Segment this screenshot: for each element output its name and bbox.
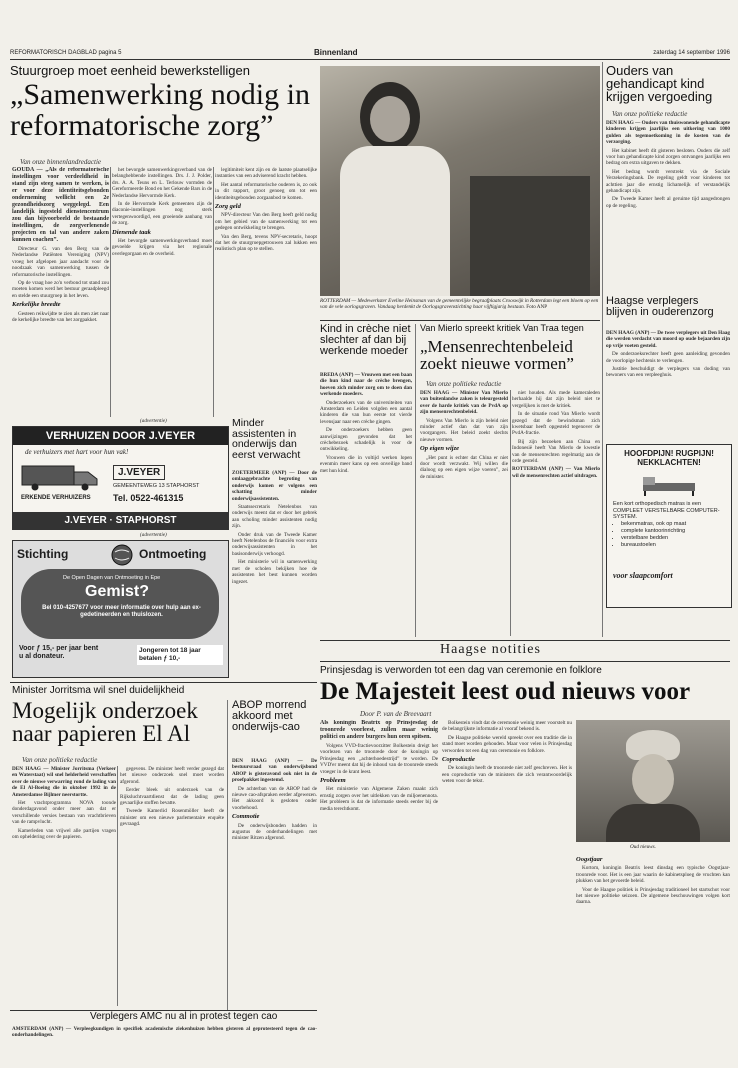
minder-dateline: ZOETERMEER (ANP) — Door de omlaaggebrachte begroting van onderwijs komen er volgens een schatting minder onderwijsassistenten. xyxy=(232,470,317,502)
ad-verhuizen[interactable] xyxy=(12,426,229,530)
haagse-kicker: Prinsjesdag is verworden tot een dag van ceremonie en folklore xyxy=(320,665,602,676)
opvang-body: DEN HAAG — Ouders van thuiswonende gehandicapte kinderen krijgen jaarlijks een uitkering van 1000 gulden als tegemoetkoming in de kosten van de verzorging. Het kabinet heeft dit gisteren besloten. Ouders die zelf voor hun gehandicapte kind zorgen ontvangen jaarlijks een bedrag om extra uitgaven te dekken. Het bedrag wordt verstrekt via de Sociale Verzekeringsbank. De regeling geldt voor kinderen tot achttien jaar die ernstig lichamelijk of verstandelijk gehandicapt zijn. De Tweede Kamer heeft al geruime tijd aangedrongen op de regeling. xyxy=(606,120,730,209)
jorritsma-byline: Van onze politieke redactie xyxy=(22,756,98,764)
ad-kekhuis-bullet: • bureaustoelen xyxy=(621,542,732,549)
bottom-headline: Verplegers AMC nu al in protest tegen cao xyxy=(90,1011,278,1022)
mierlo-dateline: DEN HAAG — Minister Van Mierlo van buitenlandse zaken is teleurgesteld over de harde kritiek van de PvdA op zijn mensenrechtenbeleid. xyxy=(420,390,508,416)
haagse-banner: Haagse notities xyxy=(440,642,541,657)
haagse-lead: Als koningin Beatrix op Prinsjesdag de troonrede voorleest, zullen maar weinig politici en andere burgers hun oren spitsen. xyxy=(320,720,438,740)
opvang-headline: Ouders van gehandicapt kind krijgen vergoeding xyxy=(606,63,713,104)
ad-gemist[interactable] xyxy=(12,540,229,678)
ad-verhuizen-phone: Tel. 0522-461315 xyxy=(113,493,184,503)
ad-kekhuis-bullet: • complete kantoorinrichting xyxy=(621,528,732,535)
masthead-date: zaterdag 14 september 1996 xyxy=(653,50,730,56)
ad-kekhuis-bullet: • bekenmatras, ook op maat xyxy=(621,521,732,528)
ad-kekhuis-list xyxy=(613,521,732,549)
ad-verhuizen-title: VERHUIZEN DOOR J.VEYER xyxy=(13,427,228,445)
haagse-col-2: Bolkestein vindt dat de ceremonie weinig meer voorstelt nu de belangrijkste informatie al vooraf bekend is. De Haagse politieke wereld spreekt over een traditie die in stand moet worden gehouden. Maar voor velen is Prinsjesdag verworden tot een dag van ceremonie en folklore. Coproductie De koningin heeft de troonrede niet zelf geschreven. Het is een coproductie van de ministers die zich verantwoordelijk weten voor de tekst. xyxy=(442,720,572,785)
lead-subhead-2: Dienende taak xyxy=(112,228,151,236)
photo-main-caption xyxy=(320,298,600,310)
haagse-headline: De Majesteit leest oud nieuws voor xyxy=(320,678,691,705)
globe-icon xyxy=(111,544,133,566)
opvang-byline: Van onze politieke redactie xyxy=(612,110,688,118)
lead-intro: GOUDA — „Als de reformatorische instellingen voor verdeeldheid in stand zijn steeg samen te werken, is er voor deze identiteitsgebonden onderneming wellicht een 2e gezondheidszorg weggelegd. Een landelijk ingesteld dienstencentrum zou dan bijvoorbeeld de bestaande instellingen, de zorgverlenende projecten en tal van andere zaken kunnen coachen”. xyxy=(12,167,109,243)
ad-gemist-stichting: Stichting xyxy=(17,547,69,561)
ad-kekhuis-text: Een kort orthopedisch matras is een COMPLEET VERSTELBARE COMPUTER-SYSTEM. xyxy=(613,501,720,520)
ad-kekhuis[interactable] xyxy=(606,444,732,608)
haagse-sub-2: Coproductie xyxy=(442,756,475,764)
mierlo-subhead: Op eigen wijze xyxy=(420,445,459,453)
mierlo-byline: Van onze politieke redactie xyxy=(426,380,502,388)
jorritsma-headline: Mogelijk onderzoek naar papieren El Al xyxy=(12,698,198,747)
jorritsma-col-1: DEN HAAG — Minister Jorritsma (Verkeer en Waterstaat) wil snel helderheid verschaffen over de nieuwe verwarring rond de lading van de El Al-Boeing die in oktober 1992 in de Amsterdamse Bijlmer neerstortte. Het vrachtprogramma NOVA toonde donderdagavond onder meer aan dat er verschillende versies bestaan van vrachtbrieven van de rampvlucht. Kamerleden van vrijwel alle partijen vragen om opheldering over de papieren. xyxy=(12,766,116,841)
jorritsma-col-2: gegevens. De minister heeft verder gezegd dat het nieuwe onderzoek snel moet worden afgerond. Eerder bleek uit onderzoek van de Rijksluchtvaartdienst dat de lading geen gevaarlijke stoffen bevatte. Tweede Kamerlid Rosenmöller heeft de minister om een nieuwe parlementaire enquête gevraagd. xyxy=(120,766,224,828)
ad-verhuizen-erkende: ERKENDE VERHUIZERS xyxy=(21,495,91,501)
photo-main xyxy=(320,66,600,296)
lead-subhead-3: Zorg geld xyxy=(215,203,241,211)
minder-headline-block: Minder assistenten in onderwijs dan eerst verwacht xyxy=(232,417,301,461)
photo-queen xyxy=(576,720,730,842)
mierlo-kicker: Van Mierlo spreekt kritiek Van Traa tegen xyxy=(420,323,584,333)
ad-gemist-phone: Bel 010-4257677 voor meer informatie over hulp aan ex-gedetineerden en thuislozen. xyxy=(42,605,201,618)
abop-body: DEN HAAG (ANP) — De bestuursraad van onderwijsbond ABOP is gisteravond ook niet in de proefpakket ingestemd. De achterban van de ABOP had de nieuwe cao-afspraken eerder afgewezen. Het akkoord is gesloten onder voorbehoud. Commotie De onderwijsbonden hadden in augustus de onderhandelingen met minister Ritzen afgerond. xyxy=(232,758,317,842)
ad-gemist-title: Gemist? xyxy=(85,583,150,600)
minder-body: ZOETERMEER (ANP) — Door de omlaaggebrachte begroting van onderwijs komen er volgens een schatting minder onderwijsassistenten. Staatssecretaris Netelenbos van onderwijs meent dat er door het gebrek aan scholing minder assistenten nodig zijn. Onder druk van de Tweede Kamer heeft Netelenbos de financiën voor extra onderwijsassistenten in het basisonderwijs verhoogd. Het ministerie wil in samenwerking met de scholen bekijken hoe de assistenten het best kunnen worden ingezet. xyxy=(232,470,317,585)
ad-verhuizen-company: J.VEYER xyxy=(113,465,165,480)
haagse-col-1: Als koningin Beatrix op Prinsjesdag de troonrede voorleest, zullen maar weinig politici en andere burgers hun oren spitsen. Volgens VVD-fractievoorzitter Bolkestein dreigt het voorlezen van de troonrede door de koningin op Prinsjesdag een „achterhoedestrijd” te worden. De VVD'er meent dat hij de inhoud van de troonrede steeds vroeger in de krant leest. Probleem Het ministerie van Algemene Zaken maakt zich ernstig zorgen over het uitlekken van de miljoenennota. Het probleem is dat de informatie steeds eerder bij de media terechtkomt. xyxy=(320,720,438,812)
photo-caption-text: ROTTERDAM — Medewerkster Eveline Heinsman van de gemeentelijke begraafplaats Crooswijk in Rotterdam legt een bloem op een van de vele oorlogsgraven. Vandaag herdenkt de Oorlogsgravenstichting haar vijftigjarig bestaan. xyxy=(320,298,599,311)
mierlo-col-1: DEN HAAG — Minister Van Mierlo van buitenlandse zaken is teleurgesteld over de harde kritiek van de PvdA op zijn mensenrechtenbeleid. Volgens Van Mierlo is zijn beleid niet minder actief dan dat van zijn voorgangers. Het beleid zoekt slechts nieuwe vormen. Op eigen wijze „Het punt is echter dat China er niet door wordt verzwakt. Wij willen die dialoog op een eigen wijze voeren”, zei de minister. xyxy=(420,390,508,480)
haagse-col-3: Oogstjaar Kortom, koningin Beatrix leest dinsdag een typische Oogstjaar-troonrede voor. Het is een jaar waarin de kabinetsploeg de vruchten kan plukken van het gevoerde beleid. Voor de Haagse politiek is Prinsjesdag traditioneel het startschot voor het nieuwe politieke seizoen. De algemene beschouwingen volgen kort daarna. xyxy=(576,856,730,906)
ad-gemist-young: Jongeren tot 18 jaar betalen ƒ 10,- xyxy=(137,645,223,665)
bed-icon xyxy=(641,473,697,497)
lead-kicker: Stuurgroep moet eenheid bewerkstelligen xyxy=(10,63,250,78)
haagse-sub-1: Probleem xyxy=(320,777,346,785)
jorritsma-kicker: Minister Jorritsma wil snel duidelijkheid xyxy=(12,685,185,696)
opvang-dateline: DEN HAAG — Ouders van thuiswonende gehandicapte kinderen krijgen jaarlijks een uitkering van 1000 gulden als tegemoetkoming in de kosten van de verzorging. xyxy=(606,120,730,146)
haagse-sub-3: Oogstjaar xyxy=(576,856,603,863)
abop-headline: ABOP morrend akkoord met onderwijs-cao xyxy=(232,699,307,733)
section-title: Binnenland xyxy=(314,48,358,57)
mierlo-col-2: niet houden. Als mede kameraleden herhaalde hij dat zijn beleid niet te vergelijken is met de kritiek. In de situatie rond Van Mierlo wordt gezegd dat de bewindsman zich kwetsbaar heeft opgesteld tegenover de PvdA-fractie. Bij zijn bezoeken aan China en Indonesië heeft Van Mierlo de kwestie van de mensenrechten regelmatig aan de orde gesteld. ROTTERDAM (ANP) — Van Mierlo wil de mensenrechten actief uitdragen. xyxy=(512,390,600,479)
ad-verhuizen-slogan: de verhuizers met hart voor hun vak! xyxy=(25,448,129,456)
ad-gemist-price: Voor ƒ 15,- per jaar bent u al donateur. xyxy=(19,645,99,660)
opvang-body-2: DEN HAAG (ANP) — De twee verplegers uit Den Haag die werden verdacht van moord op oude bejaarden zijn op vrije voeten gesteld. De onderzoeksrechter heeft geen aanleiding gevonden de voorlopige hechtenis te verlengen. Justitie beschuldigt de verplegers van doding van bewoners van een verpleeghuis. xyxy=(606,330,730,379)
ad-tag-2: (advertentie) xyxy=(140,532,167,538)
lead-byline: Van onze binnenlandredactie xyxy=(20,158,102,166)
photo-queen-caption: Oud nieuws. xyxy=(630,844,656,850)
lead-headline: „Samenwerking nodig in reformatorische zorg” xyxy=(10,78,310,142)
creche-body: BREDA (ANP) — Vrouwen met een baan die hun kind naar de crèche brengen, hoeven zich minder zorg om te doen dan werkende moeders. Onderzoekers van de universiteiten van Amsterdam en Leiden volgden een aantal kinderen die van hun eerste tot vierde levensjaar naar een crèche gingen. De onderzoekers hebben geen aanwijzingen gevonden dat het crèchebezoek schadelijk is voor de ontwikkeling. Vrouwen die in voltijd werken lopen evenmin meer kans op een onveilige band met hun kind. xyxy=(320,372,412,474)
ad-gemist-welcome: De Open Dagen van Ontmoeting in Epe xyxy=(63,575,161,581)
ad-kekhuis-bullet: • verstelbare bedden xyxy=(621,535,732,542)
abop-subhead: Commotie xyxy=(232,813,260,821)
mierlo-headline: „Mensenrechtenbeleid zoekt nieuwe vormen” xyxy=(420,337,574,374)
creche-dateline: BREDA (ANP) — Vrouwen met een baan die hun kind naar de crèche brengen, hoeven zich minder zorg om te doen dan werkende moeders. xyxy=(320,372,412,398)
ad-tag-1: (advertentie) xyxy=(140,418,167,424)
bottom-body xyxy=(12,1026,317,1060)
ad-verhuizen-address: GEMEENTEWEG 13 STAPHORST xyxy=(113,483,200,489)
abop-dateline: DEN HAAG (ANP) — De bestuursraad van onderwijsbond ABOP is gisteravond ook niet in de proefpakket ingestemd. xyxy=(232,758,317,784)
photo-credit: Foto ANP xyxy=(526,304,548,311)
haagse-byline: Door P. van de Breevaart xyxy=(360,710,432,718)
truck-icon xyxy=(21,463,101,491)
jorritsma-dateline: DEN HAAG — Minister Jorritsma (Verkeer en Waterstaat) wil snel helderheid verschaffen over de nieuwe verwarring rond de lading van de El Al-Boeing die in oktober 1992 in de Amsterdamse Bijlmer neerstortte. xyxy=(12,766,116,798)
ad-kekhuis-footer: voor slaapcomfort xyxy=(613,571,673,580)
opvang-subhead: Haagse verplegers blijven in ouderenzorg xyxy=(606,295,714,318)
bottom-dateline: AMSTERDAM (ANP) — Verpleegkundigen in specifiek academische ziekenhuizen hebben gisteren al geprotesteerd tegen de cao-onderhandelingen. xyxy=(12,1026,317,1039)
lead-col-3: legitimiteit kent zijn en de laatste plaatselijke instanties van een adviserend kracht hebben. Het aantal reformatorische ouderen is, zo ook in dit rapport, groot genoeg om tot een identiteitsgebonden zorgaanbod te komen. Zorg geld NPV-directeur Van den Berg heeft geld nodig om het gebied van de samenwerking tot een gedegen ontwikkeling te brengen. Van den Berg, tevens NPV-secretaris, hoopt dat het de stuurgroepgetrouwen zal lukken een realistisch plan op te stellen. xyxy=(215,167,317,253)
lead-subhead-1: Kerkelijke breedte xyxy=(12,301,61,309)
creche-headline: Kind in crèche niet slechter af dan bij werkende moeder xyxy=(320,323,411,357)
ad-gemist-ontmoeting: Ontmoeting xyxy=(139,547,207,561)
masthead-left: REFORMATORISCH DAGBLAD pagina 5 xyxy=(10,50,122,56)
ad-kekhuis-title: HOOFDPIJN! RUGPIJN! NEKKLACHTEN! xyxy=(624,449,714,467)
lead-col-1: GOUDA — „Als de reformatorische instellingen voor verdeeldheid in stand zijn steeg samen te werken, is er voor deze identiteitsgebonden onderneming wellicht een 2e gezondheidszorg weggelegd. Een landelijk ingesteld dienstencentrum zou dan bijvoorbeeld de bestaande instellingen, de zorgverlenende projecten en tal van andere zaken kunnen coachen”. Directeur G. van den Berg van de Nederlandse Patiënten Vereniging (NPV) vroeg het afgelopen jaar aandacht voor de noodzaak van samenwerking tussen de reformatorische instellingen. Op de vraag hoe zo'n verbond tot stand zou moeten komen werd het bestuur geraadpleegd en stelde een stuurgroep in het leven. Kerkelijke breedte Gesteen reikwijdte te zien als men ziet naar de kerkelijke breedte van het zorgpakket. xyxy=(12,167,109,324)
lead-col-2: het bevorgde samenwerkingsverband van de belanghebbende instellingen. Drs. J. J. Polder, drs. A. A. Teuns en L. Terlouw vormden de Gereformeerde Bond en het Gekende Bars in de Nederlandse Hervormde Kerk. In de Hervormde Kerk gemeenten zijn de diaconie-instellingen nog sterk vertegenwoordigd, een groeiende aanhang van de zorg. Dienende taak Het bevorgde samenwerkingsverband moet gevoelde krijgen via het regionale overlegorgaan en de overheid. xyxy=(112,167,212,257)
ad-verhuizen-footer: J.VEYER · STAPHORST xyxy=(13,512,228,529)
